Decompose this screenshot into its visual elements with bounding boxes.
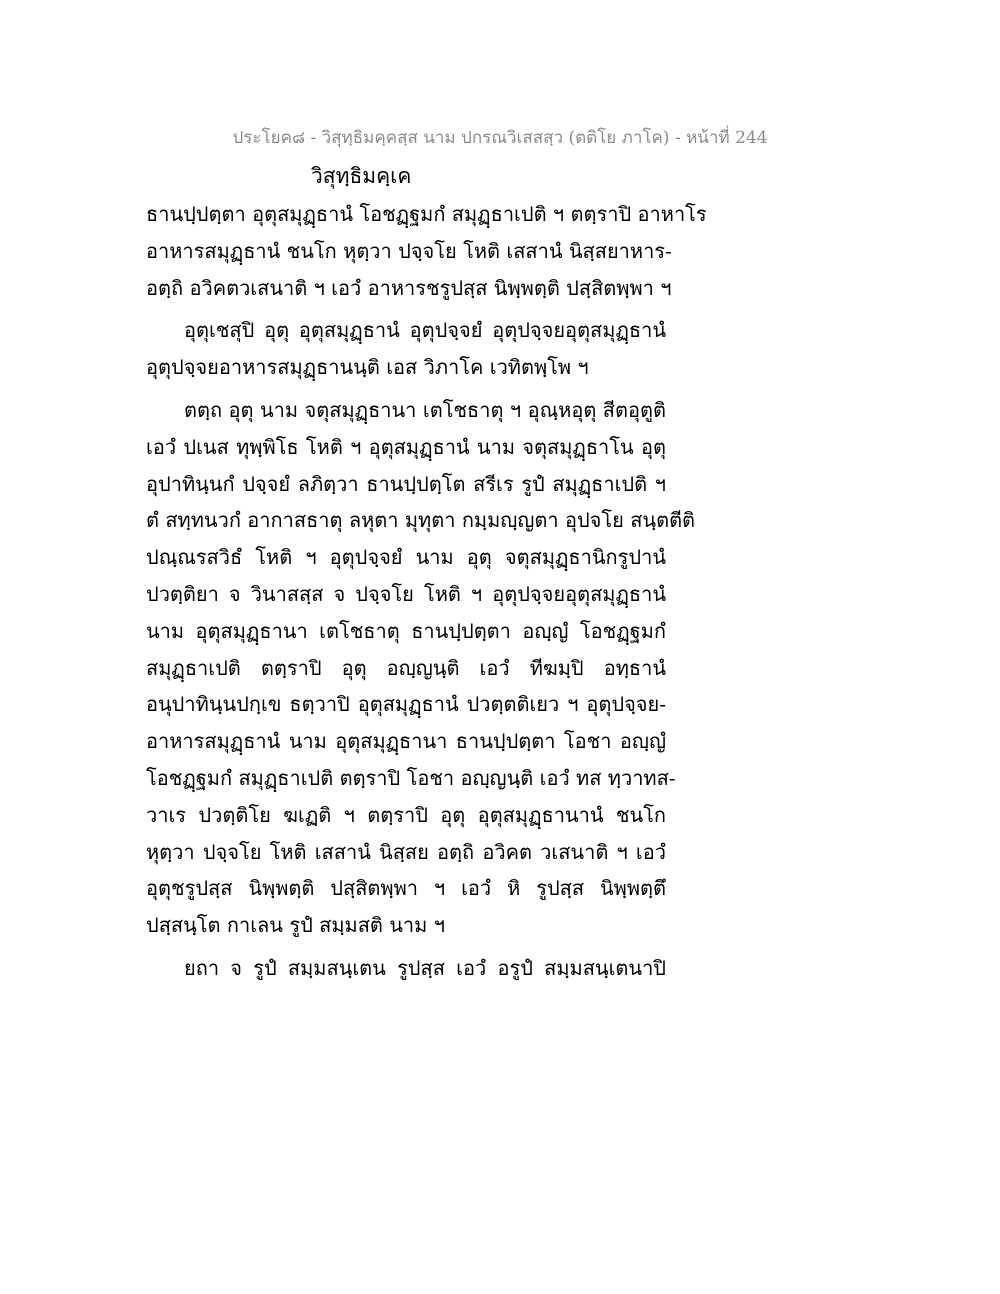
text-line: ปวตฺติยา จ วินาสสฺส จ ปจฺจโย โหติ ฯ อุตุปจฺจยอุตุสมุฏฺธานํ — [146, 581, 666, 606]
text-line: โอชฏฺฐมกํ สมุฏฺธาเปติ ตตฺราปิ โอชา อญฺญนฺติ เอวํ ทส ทฺวาทส- — [146, 765, 676, 790]
body-text — [146, 196, 707, 987]
text-line: ตํ สทฺทนวกํ อากาสธาตุ ลหุตา มุทุตา กมฺมญฺญตา อุปจโย สนฺตตีติ — [146, 508, 696, 533]
text-line: นาม อุตุสมุฏฺธานา เตโชธาตุ ธานปฺปตฺตา อญฺญํ โอชฏฺฐมกํ — [146, 618, 666, 643]
text-line: อาหารสมุฏฺธานํ ชนโก หุตฺวา ปจฺจโย โหติ เสสานํ นิสฺสยาหาร- — [146, 238, 672, 263]
text-line: หุตฺวา ปจฺจโย โหติ เสสานํ นิสฺสย อตฺถิ อวิคต วเสนาติ ฯ เอวํ — [146, 839, 666, 864]
paragraph-3 — [146, 392, 696, 944]
text-line: อาหารสมุฏฺธานํ นาม อุตุสมุฏฺธานา ธานปฺปตฺตา โอชา อญฺญํ — [146, 729, 666, 754]
text-line: อตฺถิ อวิคตวเสนาติ ฯ เอวํ อาหารชรูปสฺส นิพฺพตฺติ ปสฺสิตพฺพา ฯ — [146, 275, 672, 300]
paragraph-4 — [146, 950, 666, 987]
text-line: ปณฺณรสวิธํ โหติ ฯ อุตุปจฺจยํ นาม อุตุ จตุสมุฏฺธานิกรูปานํ — [146, 545, 666, 570]
text-line: อนุปาทินฺนปกฺเข ธตฺวาปิ อุตุสมุฏฺธานํ ปวตฺตติเยว ฯ อุตุปจฺจย- — [146, 692, 666, 717]
section-title: วิสุทฺธิมคฺเค — [311, 164, 412, 188]
text-line: อุตุเชสุปิ อุตุ อุตุสมุฏฺธานํ อุตุปจฺจยํ อุตุปจฺจยอุตุสมุฏฺธานํ — [184, 318, 666, 343]
text-line: ยถา จ รูปํ สมฺมสนฺเตน รูปสฺส เอวํ อรูปํ สมฺมสนฺเตนาปิ — [184, 955, 666, 980]
text-line: อุตุชรูปสฺส นิพฺพตฺติ ปสฺสิตพฺพา ฯ เอวํ หิ รูปสฺส นิพฺพตฺตึ — [146, 876, 666, 901]
text-line: สมุฏฺธาเปติ ตตฺราปิ อุตุ อญฺญนฺติ เอวํ ทีฆมฺปิ อทฺธานํ — [146, 655, 666, 680]
text-line: ปสฺสนฺโต กาเลน รูปํ สมฺมสติ นาม ฯ — [146, 913, 445, 938]
running-header — [0, 124, 1000, 151]
paragraph-1 — [146, 196, 707, 306]
running-header-text: ประโยค๘ - วิสุทฺธิมคฺคสฺส นาม ปกรณวิเสสสฺว (ตติโย ภาโค) - หน้าที่ 244 — [232, 128, 768, 148]
text-line: อุตุปจฺจยอาหารสมุฏฺธานนฺติ เอส วิภาโค เวทิตพฺโพ ฯ — [146, 355, 589, 380]
text-line: ตตฺถ อุตุ นาม จตุสมุฏฺธานา เตโชธาตุ ฯ อุณฺหอุตุ สีตอุตูติ — [184, 397, 666, 422]
paragraph-2 — [146, 312, 666, 386]
text-line: วาเร ปวตฺติโย ฆเฏติ ฯ ตตฺราปิ อุตุ อุตุสมุฏฺธานานํ ชนโก — [146, 802, 666, 827]
text-line: อุปาทินฺนกํ ปจฺจยํ ลภิตฺวา ธานปฺปตฺโต สรีเร รูปํ สมุฏฺธาเปติ ฯ — [146, 471, 666, 496]
text-line: เอวํ ปเนส ทุพฺพิโธ โหติ ฯ อุตุสมุฏฺธานํ นาม จตุสมุฏฺธาโน อุตุ — [146, 434, 666, 459]
text-line: ธานปฺปตฺตา อุตุสมุฏฺธานํ โอชฏฺฐมกํ สมุฏฺธาเปติ ฯ ตตฺราปิ อาหาโร — [146, 202, 707, 226]
